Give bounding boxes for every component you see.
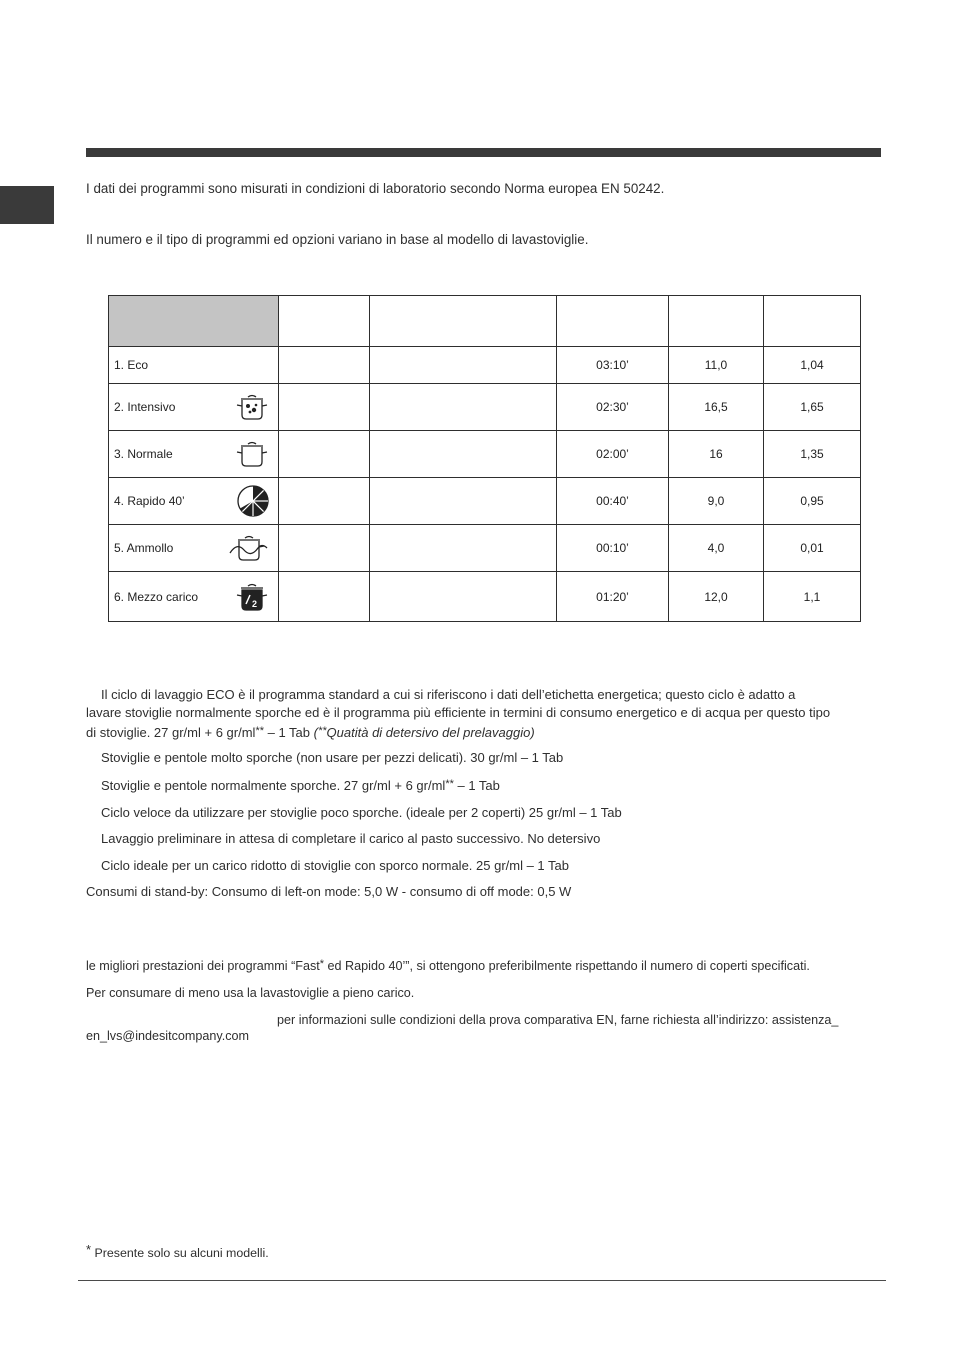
footnote-text: Presente solo su alcuni modelli.: [91, 1246, 269, 1260]
empty-cell: [370, 478, 557, 525]
table-row: [109, 572, 861, 622]
eco-description-line-2: lavare stoviglie normalmente sporche ed è il programma più efficiente in termini di consumo energetico e di acqua per questo tipo: [86, 705, 831, 720]
normale-text: Stoviglie e pentole normalmente sporche. 27 gr/ml + 6 gr/ml: [101, 778, 446, 793]
clock-icon: [236, 484, 270, 518]
table-row: [109, 478, 861, 525]
empty-cell: [370, 431, 557, 478]
empty-cell: [370, 347, 557, 384]
energy-cell: 0,01: [764, 525, 861, 572]
intensivo-description: Stoviglie e pentole molto sporche (non usare per pezzi delicati). 30 gr/ml – 1 Tab: [101, 750, 564, 765]
ammollo-description: Lavaggio preliminare in attesa di completare il carico al pasto successivo. No detersivo: [101, 831, 601, 846]
footer-rule: [78, 1280, 886, 1281]
empty-cell: [279, 572, 370, 622]
standby-consumption: Consumi di stand-by: Consumo di left-on mode: 5,0 W - consumo di off mode: 0,5 W: [86, 884, 572, 899]
empty-cell: [279, 384, 370, 431]
note-text: Quatità di detersivo del prelavaggio): [326, 725, 535, 740]
duration-cell: 00:40’: [557, 478, 669, 525]
empty-cell: [370, 525, 557, 572]
program-name: 6. Mezzo carico: [114, 589, 199, 604]
fast-note-a: le migliori prestazioni dei programmi “Fast: [86, 959, 320, 973]
intro-line-1: I dati dei programmi sono misurati in condizioni di laboratorio secondo Norma europea EN 50242.: [86, 181, 665, 196]
table-row: [109, 347, 861, 384]
program-name: 1. Eco: [114, 358, 149, 372]
empty-cell: [279, 525, 370, 572]
normale-description: [86, 775, 500, 795]
program-name-cell: [109, 478, 279, 525]
duration-cell: 03:10’: [557, 347, 669, 384]
double-star: **: [255, 725, 264, 737]
programs-table: [108, 295, 861, 622]
double-star: **: [445, 778, 454, 790]
water-cell: 16,5: [669, 384, 764, 431]
duration-cell: 02:00’: [557, 431, 669, 478]
energy-cell: 1,35: [764, 431, 861, 478]
water-cell: 11,0: [669, 347, 764, 384]
eco-description-line-3: [86, 722, 535, 742]
side-tab: [0, 186, 54, 224]
energy-cell: 1,65: [764, 384, 861, 431]
info-note-line-1: per informazioni sulle condizioni della prova comparativa EN, farne richiesta all’indirizzo: assistenza_: [277, 1013, 839, 1027]
energy-cell: 1,1: [764, 572, 861, 622]
empty-cell: [370, 384, 557, 431]
program-name: 3. Normale: [114, 447, 173, 461]
water-cell: 4,0: [669, 525, 764, 572]
normale-tab: – 1 Tab: [453, 778, 500, 793]
fast-note-b: ed Rapido 40’”, si ottengono preferibilmente rispettando il numero di coperti specificati.: [324, 959, 810, 973]
empty-cell: [279, 347, 370, 384]
duration-cell: 00:10’: [557, 525, 669, 572]
water-cell: 9,0: [669, 478, 764, 525]
svg-text:2: 2: [252, 598, 258, 609]
info-note-line-2: en_lvs@indesitcompany.com: [86, 1029, 250, 1043]
mezzo-carico-description: Ciclo ideale per un carico ridotto di stoviglie con sporco normale. 25 gr/ml – 1 Tab: [101, 858, 569, 873]
duration-cell: 01:20’: [557, 572, 669, 622]
rapido-description: Ciclo veloce da utilizzare per stoviglie poco sporche. (ideale per 2 coperti) 25 gr/ml – 1 Tab: [101, 805, 622, 820]
table-row: [109, 384, 861, 431]
program-name-cell: [109, 384, 279, 431]
double-star: **: [317, 725, 327, 737]
energy-cell: 0,95: [764, 478, 861, 525]
energy-cell: 1,04: [764, 347, 861, 384]
program-name: 2. Intensivo: [114, 400, 176, 414]
eco-tab: – 1 Tab: [264, 725, 314, 740]
table-header-row: [109, 296, 861, 347]
table-row: [109, 431, 861, 478]
empty-cell: [279, 478, 370, 525]
duration-cell: 02:30’: [557, 384, 669, 431]
eco-dosage: di stoviglie. 27 gr/ml + 6 gr/ml: [86, 725, 256, 740]
empty-cell: [370, 572, 557, 622]
water-cell: 16: [669, 431, 764, 478]
table-row: [109, 525, 861, 572]
program-name: 5. Ammollo: [114, 541, 174, 555]
star: *: [319, 958, 325, 970]
program-name-cell: [109, 525, 279, 572]
program-name-cell: [109, 572, 279, 622]
full-load-note: Per consumare di meno usa la lavastoviglie a pieno carico.: [86, 986, 415, 1000]
header-cell: [109, 296, 279, 347]
header-cell: [669, 296, 764, 347]
header-cell: [279, 296, 370, 347]
header-rule: [86, 148, 881, 157]
header-cell: [557, 296, 669, 347]
footnote-star: *: [86, 1242, 92, 1257]
pot-dirty-icon: [234, 392, 270, 422]
half-load-icon: [234, 581, 270, 613]
pot-icon: [234, 439, 270, 469]
program-name-cell: [109, 347, 279, 384]
program-name-cell: [109, 431, 279, 478]
prewash-note: [314, 725, 535, 740]
empty-cell: [279, 431, 370, 478]
footnote: [86, 1242, 269, 1260]
note-paren: (: [313, 725, 318, 740]
program-name: 4. Rapido 40’: [114, 494, 185, 508]
header-cell: [764, 296, 861, 347]
eco-description-line-1: Il ciclo di lavaggio ECO è il programma standard a cui si riferiscono i dati dell’etichetta energetica; questo ciclo è adatto a: [101, 687, 796, 702]
pot-wave-icon: [228, 533, 270, 563]
intro-line-2: Il numero e il tipo di programmi ed opzioni variano in base al modello di lavastoviglie.: [86, 232, 589, 247]
water-cell: 12,0: [669, 572, 764, 622]
fast-note: [86, 958, 810, 973]
header-cell: [370, 296, 557, 347]
